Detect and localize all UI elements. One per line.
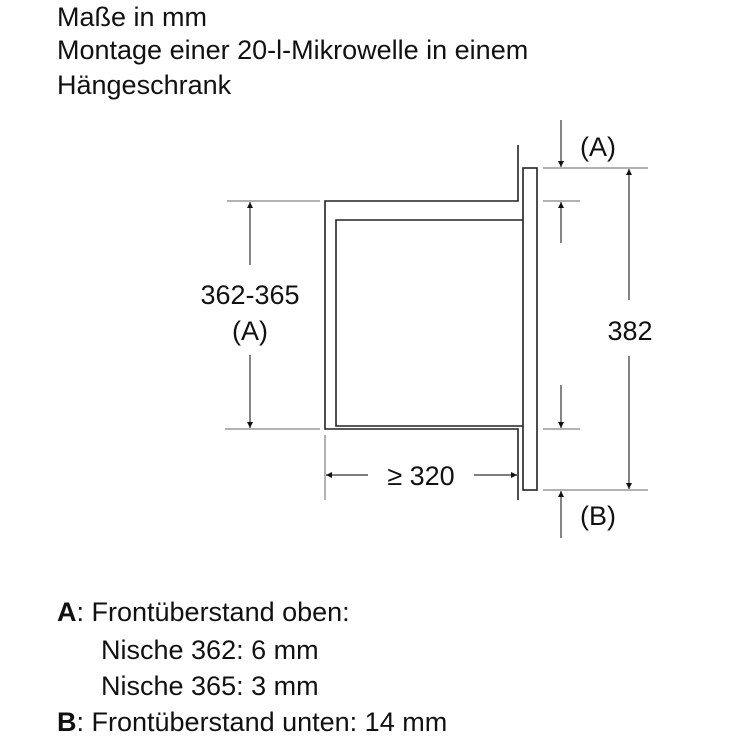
legend-a-text: : Frontüberstand oben:	[76, 597, 350, 627]
legend-b-key: B	[57, 707, 77, 737]
total-height-label: 382	[607, 316, 653, 346]
cabinet-outline	[325, 145, 518, 500]
legend-a-niche-362: Nische 362: 6 mm	[101, 635, 319, 665]
legend-b	[57, 704, 447, 740]
legend-b-text: : Frontüberstand unten: 14 mm	[76, 707, 448, 737]
title: Montage einer 20-l-Mikrowelle in einem	[57, 35, 529, 65]
microwave-front-panel	[523, 168, 537, 490]
niche-height-label: 362-365	[200, 280, 300, 310]
depth-label: ≥ 320	[387, 461, 455, 491]
microwave-body	[336, 220, 523, 426]
niche-height-ref: (A)	[232, 316, 268, 346]
top-ref-label: (A)	[580, 132, 616, 162]
legend-a-key: A	[57, 597, 77, 627]
legend-a	[57, 594, 350, 630]
title-continued: Hängeschrank	[57, 70, 232, 100]
units-note: Maße in mm	[57, 2, 208, 32]
bottom-ref-label: (B)	[580, 501, 616, 531]
legend-a-niche-365: Nische 365: 3 mm	[101, 671, 319, 701]
